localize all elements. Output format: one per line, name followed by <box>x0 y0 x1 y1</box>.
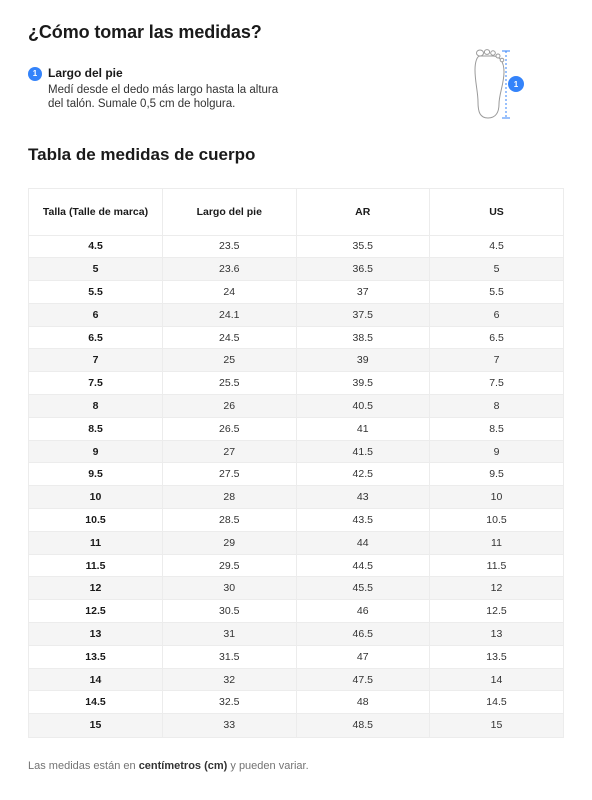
measure-title: Largo del pie <box>48 66 123 80</box>
cell-ar: 35.5 <box>296 235 430 258</box>
section-title: Tabla de medidas de cuerpo <box>28 145 256 164</box>
cell-ar: 48.5 <box>296 714 430 737</box>
cell-talla: 5 <box>29 258 163 281</box>
table-row <box>29 509 563 532</box>
table-header-row <box>29 189 563 235</box>
cell-largo-pie: 24.5 <box>163 326 297 349</box>
table-row <box>29 645 563 668</box>
table-row <box>29 326 563 349</box>
cell-largo-pie: 27 <box>163 440 297 463</box>
cell-ar: 41 <box>296 417 430 440</box>
cell-us: 9.5 <box>430 463 564 486</box>
cell-us: 15 <box>430 714 564 737</box>
cell-largo-pie: 31 <box>163 623 297 646</box>
size-table-container <box>28 188 564 738</box>
cell-ar: 41.5 <box>296 440 430 463</box>
table-row <box>29 372 563 395</box>
cell-ar: 47.5 <box>296 668 430 691</box>
cell-largo-pie: 25.5 <box>163 372 297 395</box>
cell-us: 7.5 <box>430 372 564 395</box>
measure-description: Medí desde el dedo más largo hasta la altura del talón. Sumale 0,5 cm de holgura. <box>48 84 279 110</box>
cell-largo-pie: 27.5 <box>163 463 297 486</box>
size-table <box>29 189 563 737</box>
cell-largo-pie: 29 <box>163 531 297 554</box>
cell-largo-pie: 29.5 <box>163 554 297 577</box>
cell-talla: 11.5 <box>29 554 163 577</box>
cell-us: 10.5 <box>430 509 564 532</box>
cell-talla: 11 <box>29 531 163 554</box>
table-row <box>29 349 563 372</box>
cell-ar: 36.5 <box>296 258 430 281</box>
cell-us: 13 <box>430 623 564 646</box>
cell-talla: 15 <box>29 714 163 737</box>
cell-us: 4.5 <box>430 235 564 258</box>
cell-us: 12.5 <box>430 600 564 623</box>
step-number-badge: 1 <box>28 67 42 81</box>
cell-ar: 39 <box>296 349 430 372</box>
cell-ar: 38.5 <box>296 326 430 349</box>
cell-us: 8.5 <box>430 417 564 440</box>
cell-us: 13.5 <box>430 645 564 668</box>
cell-talla: 12.5 <box>29 600 163 623</box>
header-talla: Talla (Talle de marca) <box>29 189 163 235</box>
table-row <box>29 463 563 486</box>
footnote <box>28 760 309 772</box>
cell-ar: 46.5 <box>296 623 430 646</box>
cell-talla: 10 <box>29 486 163 509</box>
cell-us: 6 <box>430 303 564 326</box>
cell-us: 11 <box>430 531 564 554</box>
cell-talla: 14.5 <box>29 691 163 714</box>
cell-ar: 44.5 <box>296 554 430 577</box>
cell-talla: 10.5 <box>29 509 163 532</box>
table-row <box>29 417 563 440</box>
cell-talla: 4.5 <box>29 235 163 258</box>
cell-us: 8 <box>430 395 564 418</box>
header-ar: AR <box>296 189 430 235</box>
header-us: US <box>430 189 564 235</box>
table-row <box>29 623 563 646</box>
cell-talla: 13.5 <box>29 645 163 668</box>
cell-largo-pie: 32 <box>163 668 297 691</box>
cell-largo-pie: 25 <box>163 349 297 372</box>
cell-talla: 5.5 <box>29 281 163 304</box>
footnote-unit: centímetros (cm) <box>138 760 228 772</box>
cell-us: 10 <box>430 486 564 509</box>
cell-talla: 12 <box>29 577 163 600</box>
cell-us: 14 <box>430 668 564 691</box>
table-row <box>29 440 563 463</box>
cell-talla: 8.5 <box>29 417 163 440</box>
footnote-text-start: Las medidas están en <box>28 760 139 772</box>
cell-largo-pie: 24 <box>163 281 297 304</box>
cell-largo-pie: 28 <box>163 486 297 509</box>
cell-us: 7 <box>430 349 564 372</box>
cell-talla: 13 <box>29 623 163 646</box>
table-row <box>29 235 563 258</box>
cell-largo-pie: 30.5 <box>163 600 297 623</box>
table-body <box>29 235 563 737</box>
table-row <box>29 303 563 326</box>
cell-largo-pie: 26 <box>163 395 297 418</box>
cell-talla: 6.5 <box>29 326 163 349</box>
table-row <box>29 281 563 304</box>
cell-ar: 37.5 <box>296 303 430 326</box>
cell-ar: 48 <box>296 691 430 714</box>
table-row <box>29 531 563 554</box>
foot-measurement-icon <box>466 48 536 126</box>
cell-ar: 40.5 <box>296 395 430 418</box>
cell-largo-pie: 30 <box>163 577 297 600</box>
table-row <box>29 258 563 281</box>
table-row <box>29 668 563 691</box>
cell-us: 5 <box>430 258 564 281</box>
cell-talla: 8 <box>29 395 163 418</box>
cell-largo-pie: 26.5 <box>163 417 297 440</box>
cell-largo-pie: 33 <box>163 714 297 737</box>
table-row <box>29 714 563 737</box>
cell-talla: 14 <box>29 668 163 691</box>
table-row <box>29 395 563 418</box>
table-row <box>29 486 563 509</box>
cell-ar: 43.5 <box>296 509 430 532</box>
cell-largo-pie: 31.5 <box>163 645 297 668</box>
cell-largo-pie: 24.1 <box>163 303 297 326</box>
cell-largo-pie: 23.5 <box>163 235 297 258</box>
cell-largo-pie: 28.5 <box>163 509 297 532</box>
cell-talla: 6 <box>29 303 163 326</box>
cell-largo-pie: 32.5 <box>163 691 297 714</box>
header-largo-pie: Largo del pie <box>163 189 297 235</box>
footnote-text-end: y pueden variar. <box>227 760 309 772</box>
cell-us: 5.5 <box>430 281 564 304</box>
cell-us: 11.5 <box>430 554 564 577</box>
table-row <box>29 577 563 600</box>
cell-ar: 44 <box>296 531 430 554</box>
table-row <box>29 691 563 714</box>
cell-ar: 42.5 <box>296 463 430 486</box>
cell-us: 12 <box>430 577 564 600</box>
illustration-marker: 1 <box>513 80 519 89</box>
table-row <box>29 554 563 577</box>
cell-us: 6.5 <box>430 326 564 349</box>
cell-ar: 39.5 <box>296 372 430 395</box>
cell-talla: 9 <box>29 440 163 463</box>
cell-us: 14.5 <box>430 691 564 714</box>
cell-talla: 9.5 <box>29 463 163 486</box>
cell-ar: 47 <box>296 645 430 668</box>
cell-ar: 45.5 <box>296 577 430 600</box>
cell-largo-pie: 23.6 <box>163 258 297 281</box>
table-row <box>29 600 563 623</box>
cell-talla: 7 <box>29 349 163 372</box>
page-title: ¿Cómo tomar las medidas? <box>28 22 262 42</box>
cell-us: 9 <box>430 440 564 463</box>
cell-talla: 7.5 <box>29 372 163 395</box>
cell-ar: 46 <box>296 600 430 623</box>
cell-ar: 43 <box>296 486 430 509</box>
cell-ar: 37 <box>296 281 430 304</box>
